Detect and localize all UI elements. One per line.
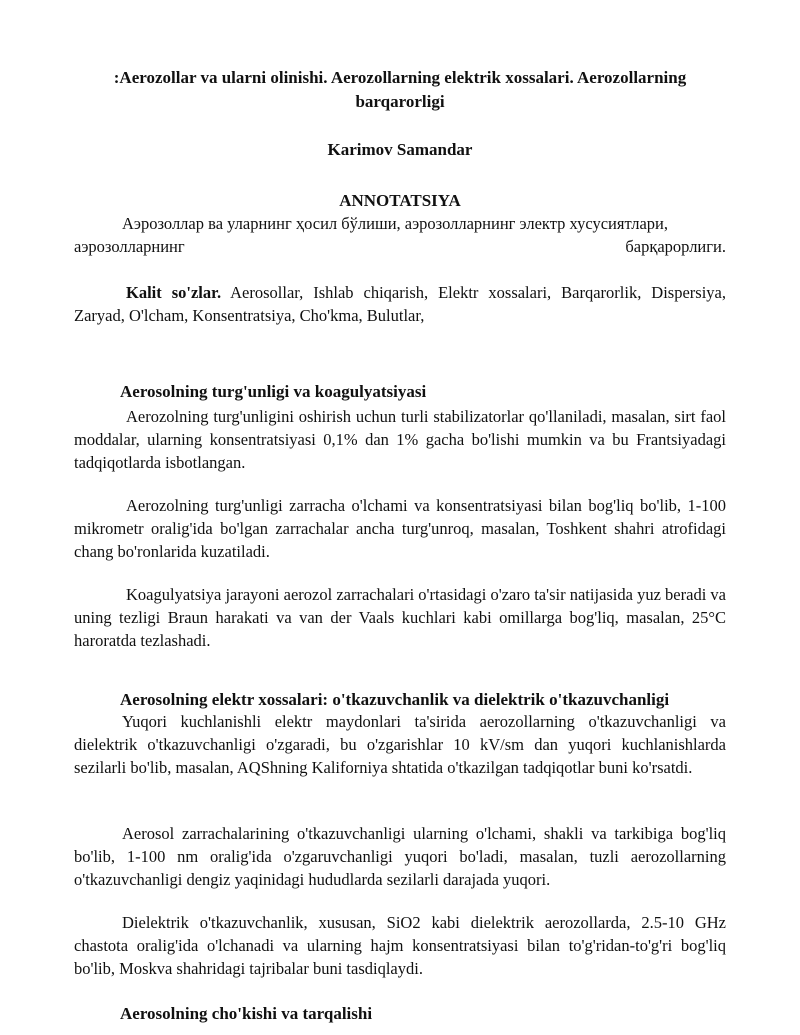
paper-title: :Aerozollar va ularni olinishi. Aerozollarning elektrik xossalari. Aerozollarning barqarorligi — [113, 68, 687, 111]
annotation-line-1: Аэрозоллар ва уларнинг ҳосил бўлиши, аэрозолларнинг электр хусусиятлари, — [122, 214, 669, 233]
section-2-paragraph-2: Aerosol zarrachalarining o'tkazuvchanligi ularning o'lchami, shakli va tarkibiga bog'liq bo'lib, 1-100 nm oralig'ida o'zgaruvchanligi yuqori bo'ladi, masalan, tuzli aerozollarning o'tkazuvchanligi dengiz yaqinidagi hududlarda sezilarli darajada yuqori. — [74, 824, 726, 889]
section-2-paragraph-3: Dielektrik o'tkazuvchanlik, xususan, SiO2 kabi dielektrik aerozollarda, 2.5-10 GHz chastota oralig'ida o'lchanadi va ularning hajm konsentratsiyasi bilan to'g'ridan-to'g'ri bog'liq bo'lib, Moskva shahridagi tajribalar buni tasdiqlaydi. — [74, 913, 726, 978]
annotation-line-2 — [74, 235, 726, 258]
section-1-paragraph-3: Koagulyatsiya jarayoni aerozol zarrachalari o'rtasidagi o'zaro ta'sir natijasida yuz beradi va uning tezligi Braun harakati va van der Vaals kuchlari kabi omillarga bog'liq, masalan, 25°C haroratda tezlashadi. — [74, 585, 726, 650]
annotation-line-2-right: барқарорлиги. — [625, 237, 726, 256]
section-heading-electrical: Aerosolning elektr xossalari: o'tkazuvchanlik va dielektrik o'tkazuvchanligi — [120, 690, 670, 709]
section-1-paragraph-2: Aerozolning turg'unligi zarracha o'lchami va konsentratsiyasi bilan bog'liq bo'lib, 1-100 mikrometr oralig'ida bo'lgan zarrachalar ancha turg'unroq, masalan, Toshkent shahri atrofidagi chang bo'ronlarida kuzatiladi. — [74, 496, 726, 561]
annotation-text — [74, 212, 726, 258]
section-2-paragraph-1: Yuqori kuchlanishli elektr maydonlari ta'sirida aerozollarning o'tkazuvchanligi va dielektrik o'tkazuvchanligi o'zgaradi, bu o'zgarishlar 10 kV/sm dan yuqori kuchlanishlarda sezilarli bo'lib, masalan, AQShning Kaliforniya shtatida o'tkazilgan tadqiqotlar buni ko'rsatdi. — [74, 712, 726, 777]
keywords-text: Aerosollar, Ishlab chiqarish, Elektr xossalari, Barqarorlik, Dispersiya, Zaryad, O'lcham, Konsentratsiya, Cho'kma, Bulutlar, — [74, 283, 726, 325]
section-heading-stability: Aerosolning turg'unligi va koagulyatsiyasi — [120, 382, 427, 401]
keywords-label: Kalit so'zlar. — [126, 283, 222, 302]
author-name: Karimov Samandar — [327, 140, 473, 159]
annotation-line-2-left: аэрозолларнинг — [74, 237, 185, 256]
section-heading-sedimentation: Aerosolning cho'kishi va tarqalishi — [120, 1004, 373, 1023]
section-1-paragraph-1: Aerozolning turg'unligini oshirish uchun turli stabilizatorlar qo'llaniladi, masalan, sirt faol moddalar, ularning konsentratsiyasi 0,1% dan 1% gacha bo'lishi mumkin va bu Frantsiyadagi tadqiqotlarda isbotlangan. — [74, 407, 726, 472]
keywords-paragraph — [74, 281, 726, 327]
annotation-heading: ANNOTATSIYA — [339, 191, 461, 210]
